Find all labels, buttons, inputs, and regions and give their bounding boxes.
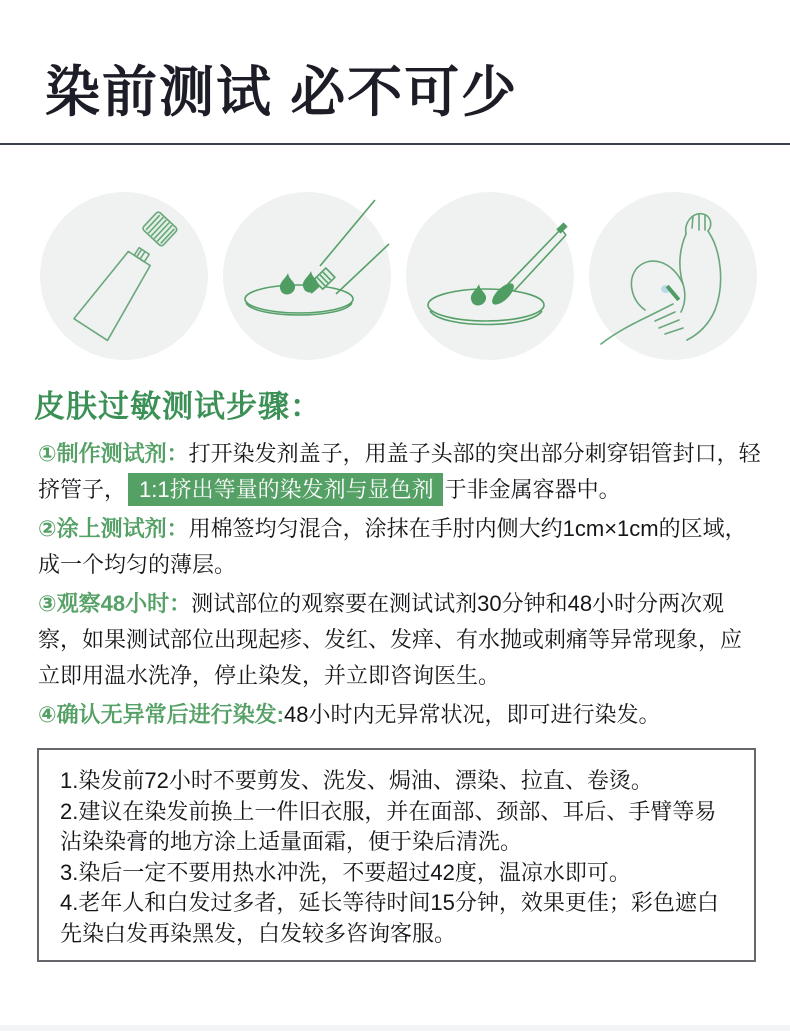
step-3 (38, 586, 762, 694)
note-line: 1.染发前72小时不要剪发、洗发、焗油、漂染、拉直、卷烫。 (60, 768, 653, 793)
step-2-text: 用棉签均匀混合，涂抹在手肘内侧大约1cm×1cm的区域，成一个均匀的薄层。 (38, 516, 747, 577)
notes-box (37, 748, 756, 962)
step-1-label: ①制作测试剂： (38, 441, 189, 466)
test-step-illustrations (40, 192, 758, 360)
page-title: 染前测试 必不可少 (45, 61, 519, 123)
apply-on-arm-icon (589, 192, 757, 360)
note-line: 4.老年人和白发过多者，延长等待时间15分钟，效果更佳；彩色遮白先染白发再染黑发，白发较多咨询客服。 (60, 890, 719, 946)
step-3-label: ③观察48小时： (38, 591, 192, 616)
step-1 (38, 436, 762, 508)
squeeze-on-plate-icon (223, 192, 391, 360)
step-2-label: ②涂上测试剂： (38, 516, 189, 541)
step-4-text: 48小时内无异常状况，即可进行染发。 (283, 702, 661, 727)
title-divider (0, 143, 790, 145)
step-1-text: 打开染发剂盖子，用盖子头部的突出部分刺穿铝管封口，轻挤管子， (38, 441, 761, 502)
step-4 (38, 697, 762, 733)
mix-with-swab-icon (406, 192, 574, 360)
step-3-text: 测试部位的观察要在测试试剂30分钟和48小时分两次观察，如果测试部位出现起疹、发红、发痒、有水抛或刺痛等异常现象，应立即用温水洗净，停止染发，并立即咨询医生。 (38, 591, 743, 688)
footer-strip (0, 1025, 790, 1031)
note-line: 3.染后一定不要用热水冲洗，不要超过42度，温凉水即可。 (60, 859, 631, 885)
test-steps (38, 436, 762, 736)
section-heading: 皮肤过敏测试步骤： (34, 389, 322, 424)
step-1-text-after: 于非金属容器中。 (444, 477, 621, 502)
dye-tube-icon (40, 192, 208, 360)
step-2 (38, 511, 762, 583)
ratio-highlight: 1:1挤出等量的染发剂与显色剂 (128, 473, 443, 506)
note-line: 2.建议在染发前换上一件旧衣服，并在面部、颈部、耳后、手臂等易沾染染膏的地方涂上适量面霜，便于染后清洗。 (60, 798, 717, 854)
step-4-label: ④确认无异常后进行染发: (38, 702, 284, 727)
